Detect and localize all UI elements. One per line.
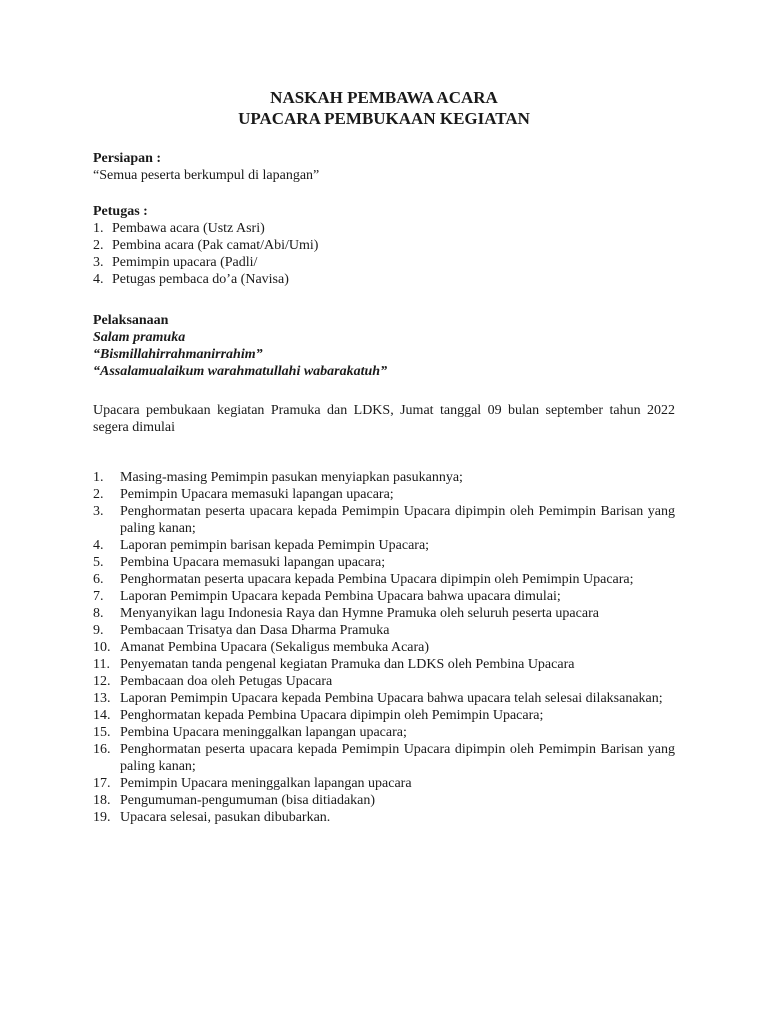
list-item [93, 809, 675, 826]
bismillah-line: “Bismillahirrahmanirrahim” [93, 347, 263, 362]
persiapan-text: “Semua peserta berkumpul di lapangan” [93, 168, 320, 183]
step-number: 7. [93, 589, 104, 604]
step-text: Laporan Pemimpin Upacara kepada Pembina Upacara bahwa upacara dimulai; [120, 589, 561, 604]
step-text: Penyematan tanda pengenal kegiatan Pramuka dan LDKS oleh Pembina Upacara [120, 657, 575, 672]
step-number: 19. [93, 810, 111, 825]
petugas-item-text: Pemimpin upacara (Padli/ [112, 255, 258, 270]
list-item [93, 588, 675, 605]
petugas-item-text: Petugas pembaca do’a (Navisa) [112, 272, 289, 287]
step-number: 4. [93, 538, 104, 553]
assalamualaikum-line: “Assalamualaikum warahmatullahi wabarakatuh” [93, 364, 388, 379]
step-number: 8. [93, 606, 104, 621]
list-item [93, 622, 675, 639]
step-text: Masing-masing Pemimpin pasukan menyiapkan pasukannya; [120, 470, 463, 485]
step-text: Laporan pemimpin barisan kepada Pemimpin Upacara; [120, 538, 430, 553]
pelaksanaan-section [93, 312, 675, 380]
step-number: 11. [93, 657, 110, 672]
step-number: 18. [93, 793, 111, 808]
step-number: 9. [93, 623, 104, 638]
petugas-item [93, 237, 675, 254]
list-item [93, 639, 675, 656]
step-number: 13. [93, 691, 111, 706]
step-text: Upacara selesai, pasukan dibubarkan. [120, 810, 331, 825]
list-item [93, 486, 675, 503]
step-number: 1. [93, 470, 104, 485]
step-text: Pembina Upacara meninggalkan lapangan upacara; [120, 725, 407, 740]
list-item [93, 690, 675, 707]
list-item [93, 503, 675, 537]
pelaksanaan-heading: Pelaksanaan [93, 313, 169, 328]
petugas-heading: Petugas : [93, 204, 148, 219]
list-item [93, 554, 675, 571]
step-number: 17. [93, 776, 111, 791]
persiapan-heading: Persiapan : [93, 151, 162, 166]
step-text: Penghormatan kepada Pembina Upacara dipimpin oleh Pemimpin Upacara; [120, 708, 544, 723]
document-title-line-2: UPACARA PEMBUKAAN KEGIATAN [238, 109, 530, 128]
list-item [93, 605, 675, 622]
step-text: Pemimpin Upacara memasuki lapangan upacara; [120, 487, 394, 502]
petugas-item-text: Pembawa acara (Ustz Asri) [112, 221, 265, 236]
step-text: Penghormatan peserta upacara kepada Pemimpin Upacara dipimpin oleh Pemimpin Barisan yang paling kanan; [120, 504, 675, 536]
step-text: Pembacaan doa oleh Petugas Upacara [120, 674, 333, 689]
intro-paragraph: Upacara pembukaan kegiatan Pramuka dan LDKS, Jumat tanggal 09 bulan september tahun 2022 segera dimulai [93, 403, 675, 435]
step-number: 12. [93, 674, 111, 689]
petugas-item-number: 4. [93, 272, 104, 287]
step-number: 2. [93, 487, 104, 502]
step-number: 15. [93, 725, 111, 740]
petugas-section [93, 203, 675, 288]
list-item [93, 741, 675, 775]
step-text: Penghormatan peserta upacara kepada Pembina Upacara dipimpin oleh Pemimpin Upacara; [120, 572, 634, 587]
list-item [93, 673, 675, 690]
list-item [93, 724, 675, 741]
step-text: Pengumuman-pengumuman (bisa ditiadakan) [120, 793, 376, 808]
step-number: 14. [93, 708, 111, 723]
petugas-item-number: 2. [93, 238, 104, 253]
list-item [93, 469, 675, 486]
agenda-steps-list [93, 469, 675, 826]
salam-line: Salam pramuka [93, 330, 186, 345]
step-number: 6. [93, 572, 104, 587]
step-text: Pembacaan Trisatya dan Dasa Dharma Pramuka [120, 623, 390, 638]
petugas-item [93, 220, 675, 237]
list-item [93, 775, 675, 792]
list-item [93, 792, 675, 809]
step-number: 3. [93, 504, 104, 519]
step-text: Menyanyikan lagu Indonesia Raya dan Hymne Pramuka oleh seluruh peserta upacara [120, 606, 599, 621]
petugas-item [93, 271, 675, 288]
list-item [93, 656, 675, 673]
petugas-item-number: 1. [93, 221, 104, 236]
step-number: 10. [93, 640, 111, 655]
list-item [93, 571, 675, 588]
petugas-item-number: 3. [93, 255, 104, 270]
step-text: Amanat Pembina Upacara (Sekaligus membuka Acara) [120, 640, 430, 655]
list-item [93, 707, 675, 724]
petugas-item [93, 254, 675, 271]
persiapan-section [93, 150, 675, 184]
step-text: Pembina Upacara memasuki lapangan upacara; [120, 555, 386, 570]
step-number: 5. [93, 555, 104, 570]
petugas-item-text: Pembina acara (Pak camat/Abi/Umi) [112, 238, 319, 253]
step-text: Penghormatan peserta upacara kepada Pemimpin Upacara dipimpin oleh Pemimpin Barisan yang paling kanan; [120, 742, 675, 774]
step-number: 16. [93, 742, 111, 757]
list-item [93, 537, 675, 554]
step-text: Pemimpin Upacara meninggalkan lapangan upacara [120, 776, 412, 791]
document-title-line-1: NASKAH PEMBAWA ACARA [270, 88, 498, 107]
step-text: Laporan Pemimpin Upacara kepada Pembina Upacara bahwa upacara telah selesai dilaksanakan; [120, 691, 663, 706]
